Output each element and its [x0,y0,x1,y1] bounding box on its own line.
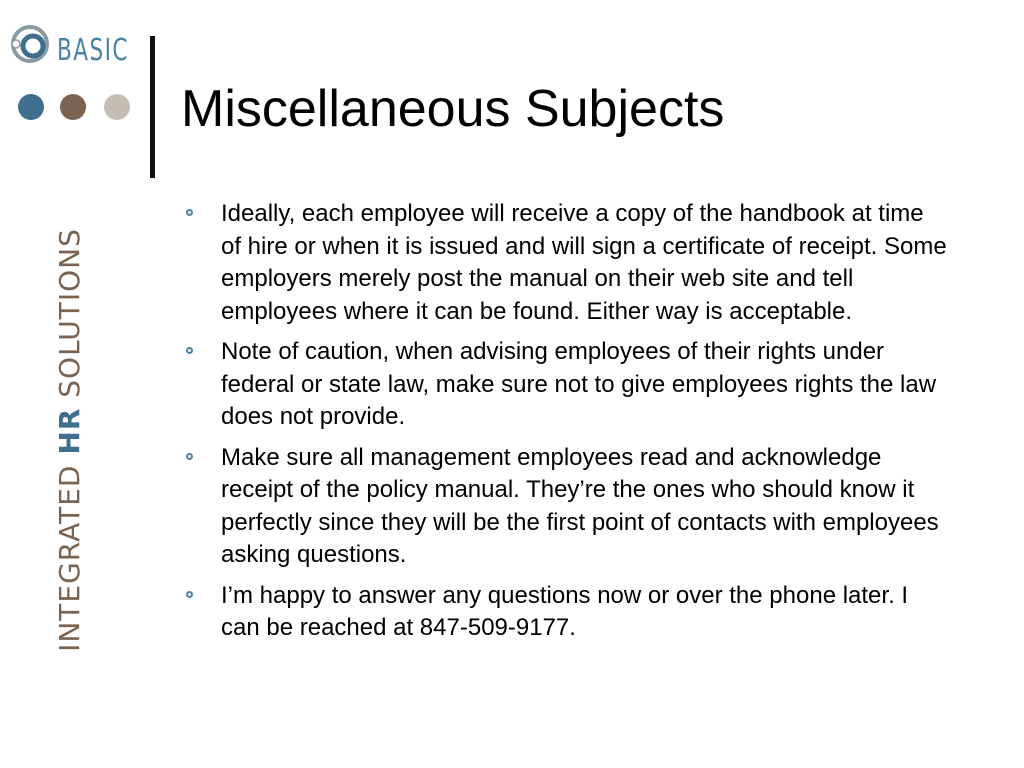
bullet-text: I’m happy to answer any questions now or over the phone later. I can be reached at 847-509-9177. [221,581,909,641]
decorative-dot-gray [104,94,130,120]
bullet-circle-icon [186,591,193,598]
bullet-item [183,336,948,434]
logo-wordmark: BASIC [57,33,129,68]
tagline-post: SOLUTIONS [53,228,86,408]
decorative-dot-blue [18,94,44,120]
company-logo [8,14,138,78]
bullet-circle-icon [186,209,193,216]
bullet-circle-icon [186,347,193,354]
bullet-item [183,198,948,328]
bullet-list [183,198,948,653]
side-tagline [53,228,87,652]
decorative-dot-brown [60,94,86,120]
bullet-item [183,580,948,645]
bullet-circle-icon [186,453,193,460]
bullet-text: Ideally, each employee will receive a copy of the handbook at time of hire or when it is issued and will sign a certificate of receipt. Some employers merely post the manual on their web site and tell employees where it can be found. Either way is acceptable. [221,200,947,325]
slide-title: Miscellaneous Subjects [181,80,725,138]
vertical-divider [150,36,155,178]
bullet-text: Note of caution, when advising employees of their rights under federal or state law, make sure not to give employees rights the law does not provide. [221,338,937,430]
spiral-logo-icon [8,14,54,74]
bullet-text: Make sure all management employees read and acknowledge receipt of the policy manual. They’re the ones who should know it perfectly since they will be the first point of contacts with employees asking questions. [221,443,939,568]
bullet-item [183,442,948,572]
tagline-emphasis: HR [53,407,86,455]
tagline-pre: INTEGRATED [53,454,86,652]
